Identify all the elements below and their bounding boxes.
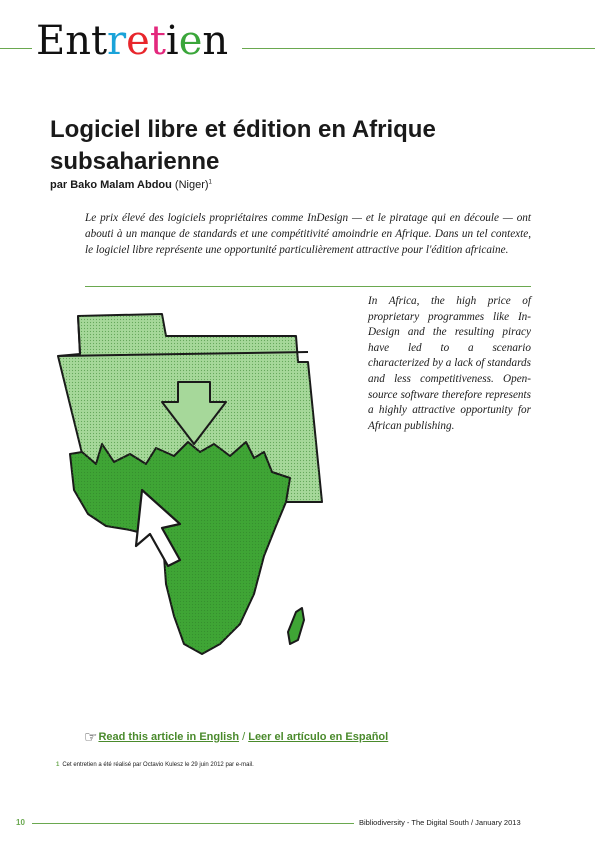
section-title-letter: E [36,18,66,64]
byline-prefix: par [50,179,71,191]
footnote-text: Cet entretien a été réalisé par Octavio Kulesz le 29 juin 2012 par e-mail. [62,762,254,768]
section-title [36,18,228,64]
journal-name: Bibliodiversity - The Digital South / January 2013 [359,818,521,827]
author-name: Bako Malam Abdou [70,179,172,191]
link-separator: / [239,731,249,743]
pointing-hand-icon: ☞ [84,729,98,746]
section-title-letter: e [178,18,203,64]
header-rule-left [0,48,32,49]
section-title-letter: t [149,18,166,64]
illustration [50,294,350,714]
section-title-letter: n [202,18,229,64]
section-title-letter: i [165,18,179,64]
header-rule-right [242,48,595,49]
intro-rule [85,286,531,287]
author-country: (Niger) [171,179,209,191]
footnote-number: 1 [56,762,60,768]
summary-paragraph-en: In Africa, the high price of proprietary programmes like In-Design and the resulting piracy have led to a scenario characterized by a lack of standards and less competitiveness. Open-source software therefore represents a highly attractive opportunity for African publishing. [368,295,531,432]
footer-rule [32,823,354,824]
page-number: 10 [16,818,25,827]
section-title-letter: r [107,18,127,64]
intro-paragraph-fr: Le prix élevé des logiciels propriétaires comme InDesign — et le piratage qui en découle — ont abouti à un manque de standards et une compétitivité amoindrie en Afrique. Dans un tel contexte, le logiciel libre représente une opportunité particulièrement attractive pour l'édition africaine. [85,212,531,256]
byline [50,179,212,191]
link-spanish[interactable]: Leer el artículo en Español [248,731,389,743]
link-english[interactable]: Read this article in English [98,731,240,743]
africa-map-icon [70,442,304,654]
translation-links [84,728,388,746]
section-title-letter: e [126,18,150,64]
article-title: Logiciel libre et édition en Afrique subsaharienne [50,116,436,175]
section-title-letter: n [65,18,91,64]
section-title-letter: t [90,18,108,64]
footnote-marker[interactable]: 1 [208,179,212,186]
footnote [56,762,254,768]
